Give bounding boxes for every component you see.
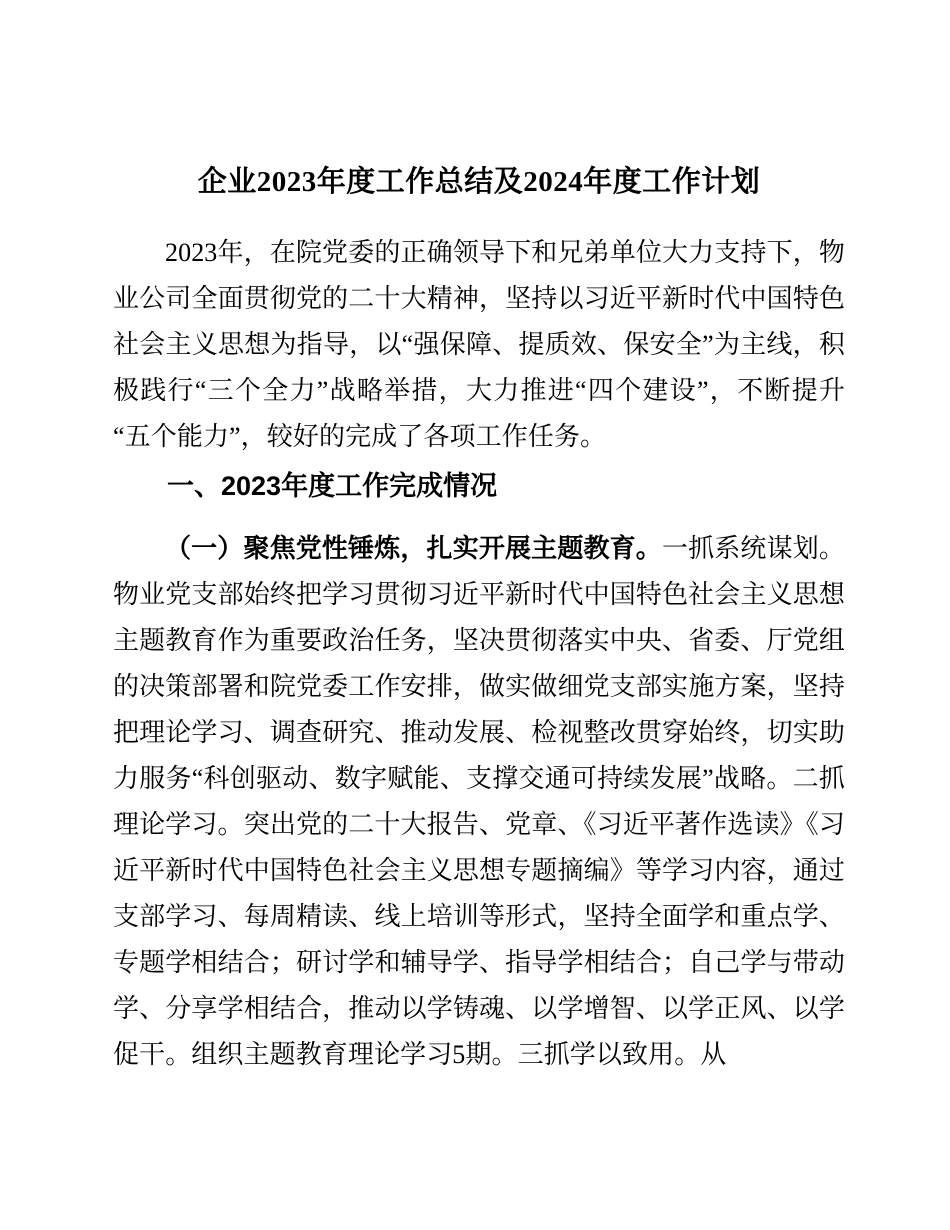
document-title: 企业2023年度工作总结及2024年度工作计划 bbox=[197, 166, 761, 198]
section-1-heading: 一、2023年度工作完成情况 bbox=[167, 471, 498, 501]
paragraph-1-text: 一抓系统谋划。物业党支部始终把学习贯彻习近平新时代中国特色社会主义思想主题教育作为重要政治任务，坚决贯彻落实中央、省委、厅党组的决策部署和院党委工作安排，做实做细党支部实施方案，坚持把理论学习、调查研究、推动发展、检视整改贯穿始终，切实助力服务“科创驱动、数字赋能、支撑交通可持续发展”战略。二抓理论学习。突出党的二十大报告、党章、《习近平著作选读》《习近平新时代中国特色社会主义思想专题摘编》等学习内容，通过支部学习、每周精读、线上培训等形式，坚持全面学和重点学、专题学相结合；研讨学和辅导学、指导学相结合；自己学与带动学、分享学相结合，推动以学铸魂、以学增智、以学正风、以学促干。组织主题教育理论学习5期。三抓学以致用。从 bbox=[113, 534, 846, 1069]
section-1-paragraph-1 bbox=[113, 526, 845, 1078]
intro-paragraph: 2023年，在院党委的正确领导下和兄弟单位大力支持下，物业公司全面贯彻党的二十大精神，坚持以习近平新时代中国特色社会主义思想为指导，以“强保障、提质效、保安全”为主线，积极践行“三个全力”战略举措，大力推进“四个建设”，不断提升“五个能力”，较好的完成了各项工作任务。 bbox=[113, 238, 845, 451]
paragraph-1-bold-lead: （一）聚焦党性锤炼，扎实开展主题教育。 bbox=[165, 534, 662, 563]
